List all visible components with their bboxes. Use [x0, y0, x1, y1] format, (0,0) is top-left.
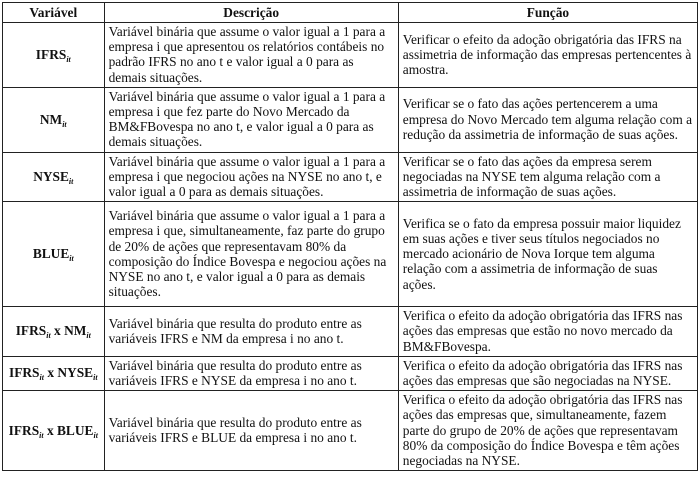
table-row — [3, 87, 698, 152]
description-cell: Variável binária que assume o valor igual a 1 para a empresa i que fez parte do Novo Mercado da BM&FBovespa no ano t, e valor igual a 0 para as demais situações. — [104, 87, 398, 152]
header-variavel: Variável — [3, 3, 105, 23]
description-cell: Variável binária que resulta do produto entre as variáveis IFRS e NM da empresa i no ano t. — [104, 307, 398, 357]
header-funcao: Função — [398, 3, 697, 23]
variable-cell: $IFRS_{it}$ x $BLUE_{it}$ — [3, 391, 105, 471]
table-row — [3, 391, 698, 471]
table-row — [3, 152, 698, 202]
function-cell: Verifica o efeito da adoção obrigatória das IFRS nas ações das empresas que, simultaneamente, fazem parte do grupo de 20% de ações que representavam 80% da composição do Índice Bovespa e têm ações negociadas na NYSE. — [398, 391, 697, 471]
description-cell: Variável binária que resulta do produto entre as variáveis IFRS e BLUE da empresa i no ano t. — [104, 391, 398, 471]
description-cell: Variável binária que assume o valor igual a 1 para a empresa i que, simultaneamente, faz parte do grupo de 20% de ações que representavam 80% da composição do Índice Bovespa e negociou ações na NYSE no ano t, e valor igual a 0 para as demais situações. — [104, 202, 398, 307]
table-row — [3, 307, 698, 357]
header-descricao: Descrição — [104, 3, 398, 23]
table-row — [3, 356, 698, 390]
description-cell: Variável binária que resulta do produto entre as variáveis IFRS e NYSE da empresa i no ano t. — [104, 356, 398, 390]
variables-table — [2, 2, 698, 471]
table-row — [3, 202, 698, 307]
function-cell: Verificar se o fato das ações pertencerem a uma empresa do Novo Mercado tem alguma relação com a redução da assimetria de informação de suas ações. — [398, 87, 697, 152]
variable-cell: $IFRS_{it}$ x $NYSE_{it}$ — [3, 356, 105, 390]
description-cell: Variável binária que assume o valor igual a 1 para a empresa i que apresentou os relatórios contábeis no padrão IFRS no ano t e valor igual a 0 para as demais situações. — [104, 23, 398, 88]
header-row — [3, 3, 698, 23]
variable-cell: $BLUE_{it}$ — [3, 202, 105, 307]
variable-cell: $IFRS_{it}$ — [3, 23, 105, 88]
description-cell: Variável binária que assume o valor igual a 1 para a empresa i que negociou ações na NYSE no ano t, e valor igual a 0 para as demais situações. — [104, 152, 398, 202]
function-cell: Verificar se o fato das ações da empresa serem negociadas na NYSE tem alguma relação com a assimetria de informação de suas ações. — [398, 152, 697, 202]
function-cell: Verifica se o fato da empresa possuir maior liquidez em suas ações e tiver seus títulos negociados no mercado acionário de Nova Iorque tem alguma relação com a assimetria de informação de suas ações. — [398, 202, 697, 307]
variable-cell: $NYSE_{it}$ — [3, 152, 105, 202]
variable-cell: $NM_{it}$ — [3, 87, 105, 152]
function-cell: Verificar o efeito da adoção obrigatória das IFRS na assimetria de informação das empresas pertencentes à amostra. — [398, 23, 697, 88]
function-cell: Verifica o efeito da adoção obrigatória das IFRS nas ações das empresas que estão no novo mercado da BM&FBovespa. — [398, 307, 697, 357]
function-cell: Verifica o efeito da adoção obrigatória das IFRS nas ações das empresas que são negociadas na NYSE. — [398, 356, 697, 390]
variable-cell: $IFRS_{it}$ x $NM_{it}$ — [3, 307, 105, 357]
table-row — [3, 23, 698, 88]
